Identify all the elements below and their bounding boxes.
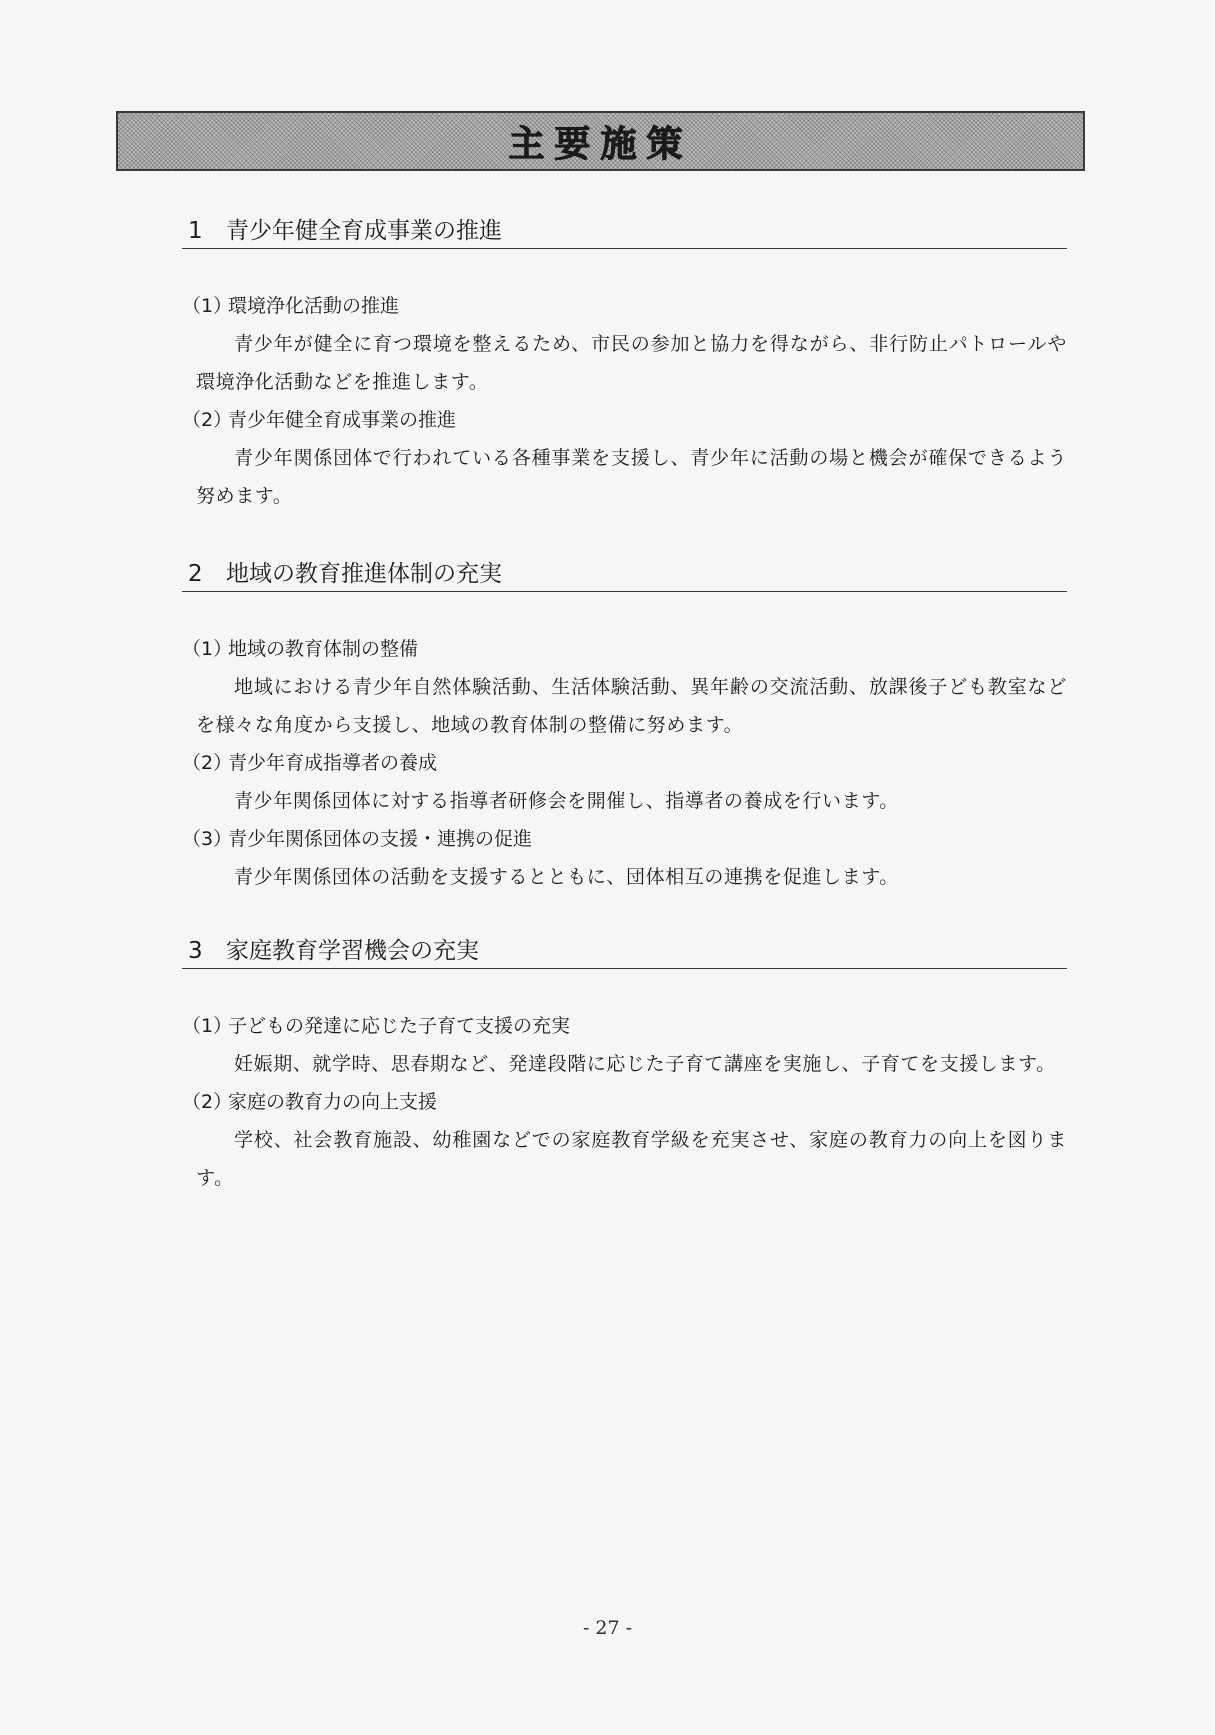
subsection-2-3 — [182, 820, 1067, 896]
subsection-title: 青少年育成指導者の養成 — [228, 752, 438, 774]
subsection-title: 地域の教育体制の整備 — [228, 638, 419, 660]
subsection-1-1 — [182, 287, 1067, 401]
section-heading — [182, 557, 1067, 592]
section-title: 青少年健全育成事業の推進 — [226, 218, 502, 244]
section-number: 2 — [188, 561, 203, 587]
subsection-label: （1） — [182, 1015, 233, 1037]
subsection-label: （2） — [182, 752, 233, 774]
section-number: 3 — [188, 938, 203, 964]
subsection-heading — [182, 401, 1067, 439]
subsection-text: 地域における青少年自然体験活動、生活体験活動、異年齢の交流活動、放課後子ども教室などを様々な角度から支援し、地域の教育体制の整備に努めます。 — [196, 676, 1067, 736]
subsection-1-2 — [182, 401, 1067, 515]
subsection-title: 青少年健全育成事業の推進 — [228, 409, 457, 431]
section-number: 1 — [188, 218, 203, 244]
section-1 — [182, 214, 1067, 515]
subsection-heading — [182, 1083, 1067, 1121]
subsection-heading — [182, 744, 1067, 782]
subsection-text: 妊娠期、就学時、思春期など、発達段階に応じた子育て講座を実施し、子育てを支援します。 — [234, 1053, 1056, 1075]
section-heading — [182, 934, 1067, 969]
subsection-3-1 — [182, 1007, 1067, 1083]
subsection-label: （1） — [182, 295, 233, 317]
subsection-2-2 — [182, 744, 1067, 820]
banner-title: 主要施策 — [508, 123, 693, 165]
subsection-label: （2） — [182, 409, 233, 431]
section-2 — [182, 557, 1067, 896]
subsection-text: 青少年関係団体で行われている各種事業を支援し、青少年に活動の場と機会が確保できるよう努めます。 — [196, 447, 1067, 507]
section-title: 家庭教育学習機会の充実 — [226, 938, 479, 964]
section-3 — [182, 934, 1067, 1197]
subsection-label: （1） — [182, 638, 233, 660]
subsection-label: （2） — [182, 1091, 233, 1113]
subsection-3-2 — [182, 1083, 1067, 1197]
subsection-title: 環境浄化活動の推進 — [228, 295, 400, 317]
subsection-title: 青少年関係団体の支援・連携の促進 — [228, 828, 533, 850]
subsection-title: 家庭の教育力の向上支援 — [228, 1091, 438, 1113]
title-banner — [116, 111, 1085, 171]
subsection-heading — [182, 630, 1067, 668]
subsection-text: 学校、社会教育施設、幼稚園などでの家庭教育学級を充実させ、家庭の教育力の向上を図ります。 — [196, 1129, 1067, 1189]
section-heading — [182, 214, 1067, 249]
subsection-2-1 — [182, 630, 1067, 744]
subsection-text: 青少年が健全に育つ環境を整えるため、市民の参加と協力を得ながら、非行防止パトロールや環境浄化活動などを推進します。 — [196, 333, 1067, 393]
subsection-text: 青少年関係団体に対する指導者研修会を開催し、指導者の養成を行います。 — [234, 790, 899, 812]
subsection-text: 青少年関係団体の活動を支援するとともに、団体相互の連携を促進します。 — [234, 866, 899, 888]
section-title: 地域の教育推進体制の充実 — [226, 561, 502, 587]
subsection-label: （3） — [182, 828, 233, 850]
subsection-title: 子どもの発達に応じた子育て支援の充実 — [228, 1015, 571, 1037]
subsection-heading — [182, 287, 1067, 325]
page-number: - 27 - — [582, 1617, 633, 1639]
subsection-heading — [182, 820, 1067, 858]
subsection-heading — [182, 1007, 1067, 1045]
